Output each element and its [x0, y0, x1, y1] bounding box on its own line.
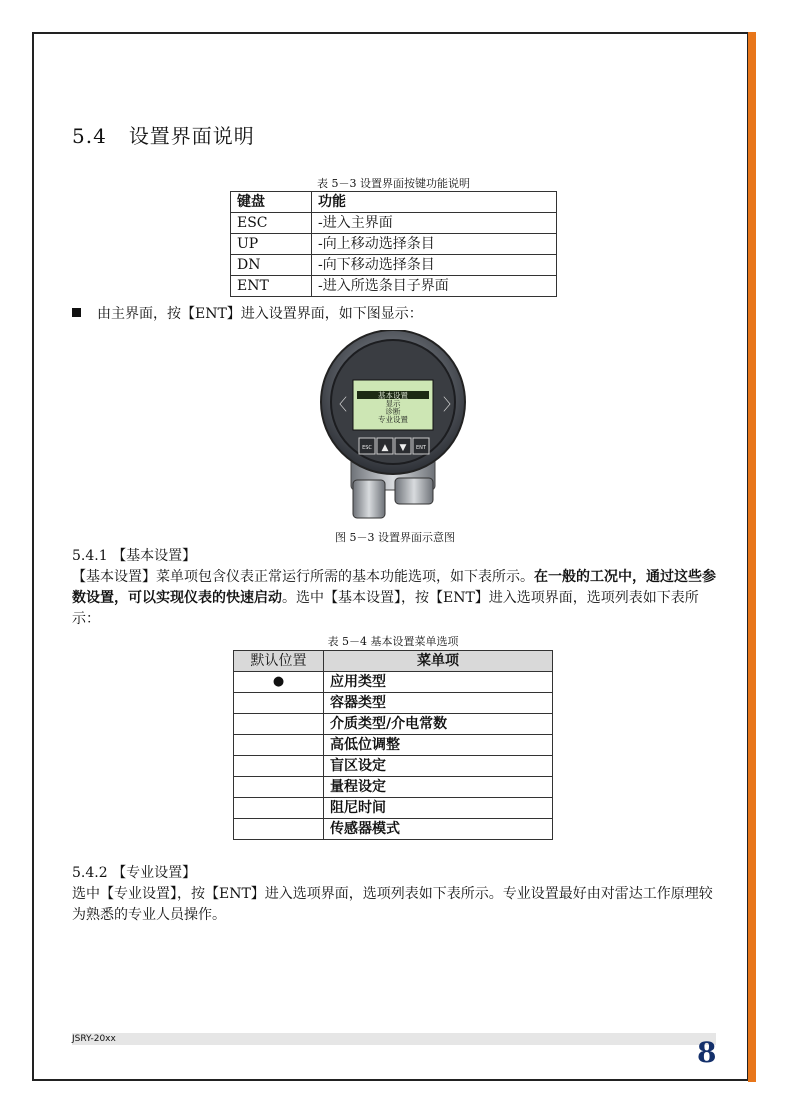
page-number: 8	[697, 1036, 717, 1069]
default-marker: ●	[234, 672, 324, 693]
menu-item: 显示	[385, 399, 401, 408]
left-arrow-icon: 〈	[331, 395, 348, 414]
table-header-row	[234, 651, 553, 672]
header-cell: 默认位置	[234, 651, 324, 672]
figure-caption: 图 5－3 设置界面示意图	[335, 531, 455, 544]
menu-item-cell: 量程设定	[324, 777, 553, 798]
empty-cell	[234, 819, 324, 840]
table-row	[234, 756, 553, 777]
empty-cell	[234, 693, 324, 714]
function-cell: -进入主界面	[312, 213, 557, 234]
esc-label: ESC	[362, 445, 372, 451]
table-row	[231, 276, 557, 297]
header-cell: 菜单项	[324, 651, 553, 672]
menu-item-cell: 介质类型/介电常数	[324, 714, 553, 735]
professional-settings-paragraph: 选中【专业设置】，按【ENT】进入选项界面，选项列表如下表所示。专业设置最好由对雷达工作原理较为熟悉的专业人员操作。	[72, 886, 713, 923]
up-arrow-icon: ▲	[381, 443, 389, 453]
basic-settings-paragraph: 【基本设置】菜单项包含仪表正常运行所需的基本功能选项，如下表所示。在一般的工况中，通过这些参数设置，可以实现仪表的快速启动。选中【基本设置】，按【ENT】进入选项界面，选项列表如下表所示：	[72, 569, 716, 627]
empty-cell	[234, 735, 324, 756]
subsection-heading: 5.4.2 【专业设置】	[72, 865, 197, 881]
menu-item-cell: 容器类型	[324, 693, 553, 714]
down-arrow-icon: ▼	[399, 443, 407, 453]
header-cell: 键盘	[231, 192, 312, 213]
orange-margin-bar	[748, 32, 756, 1082]
key-cell: ENT	[231, 276, 312, 297]
key-cell: DN	[231, 255, 312, 276]
table-row	[231, 234, 557, 255]
menu-item-cell: 盲区设定	[324, 756, 553, 777]
table-row	[234, 714, 553, 735]
empty-cell	[234, 798, 324, 819]
table-row	[234, 672, 553, 693]
menu-item-cell: 应用类型	[324, 672, 553, 693]
section-title: 5.4 设置界面说明	[72, 124, 255, 148]
menu-item-cell: 高低位调整	[324, 735, 553, 756]
cable-gland	[395, 478, 433, 504]
table-row	[231, 213, 557, 234]
empty-cell	[234, 714, 324, 735]
table-row	[234, 735, 553, 756]
subsection-heading: 5.4.1 【基本设置】	[72, 548, 197, 564]
menu-item: 专业设置	[378, 415, 408, 424]
table2-caption: 表 5－4 基本设置菜单选项	[327, 635, 459, 648]
right-arrow-icon: 〉	[443, 395, 460, 414]
table1-caption: 表 5－3 设置界面按键功能说明	[317, 177, 470, 190]
menu-item-cell: 阻尼时间	[324, 798, 553, 819]
menu-item: 诊断	[385, 407, 401, 416]
menu-item-cell: 传感器模式	[324, 819, 553, 840]
bullet-line: 由主界面，按【ENT】进入设置界面，如下图显示：	[72, 303, 423, 323]
key-cell: ESC	[231, 213, 312, 234]
key-cell: UP	[231, 234, 312, 255]
square-bullet-icon	[72, 308, 81, 317]
function-cell: -进入所选条目子界面	[312, 276, 557, 297]
keypad-function-table	[230, 191, 557, 297]
footer-bar	[72, 1033, 716, 1045]
document-code: JSRY-20xx	[72, 1034, 116, 1044]
empty-cell	[234, 756, 324, 777]
table-row	[234, 777, 553, 798]
ent-label: ENT	[416, 445, 426, 451]
empty-cell	[234, 777, 324, 798]
function-cell: -向上移动选择条目	[312, 234, 557, 255]
header-cell: 功能	[312, 192, 557, 213]
menu-item-selected: 基本设置	[378, 391, 408, 400]
table-row	[234, 798, 553, 819]
device-illustration	[313, 330, 473, 525]
table-header-row	[231, 192, 557, 213]
cable-gland	[353, 480, 385, 518]
function-cell: -向下移动选择条目	[312, 255, 557, 276]
table-row	[234, 693, 553, 714]
table-row	[234, 819, 553, 840]
table-row	[231, 255, 557, 276]
basic-settings-menu-table	[233, 650, 553, 840]
